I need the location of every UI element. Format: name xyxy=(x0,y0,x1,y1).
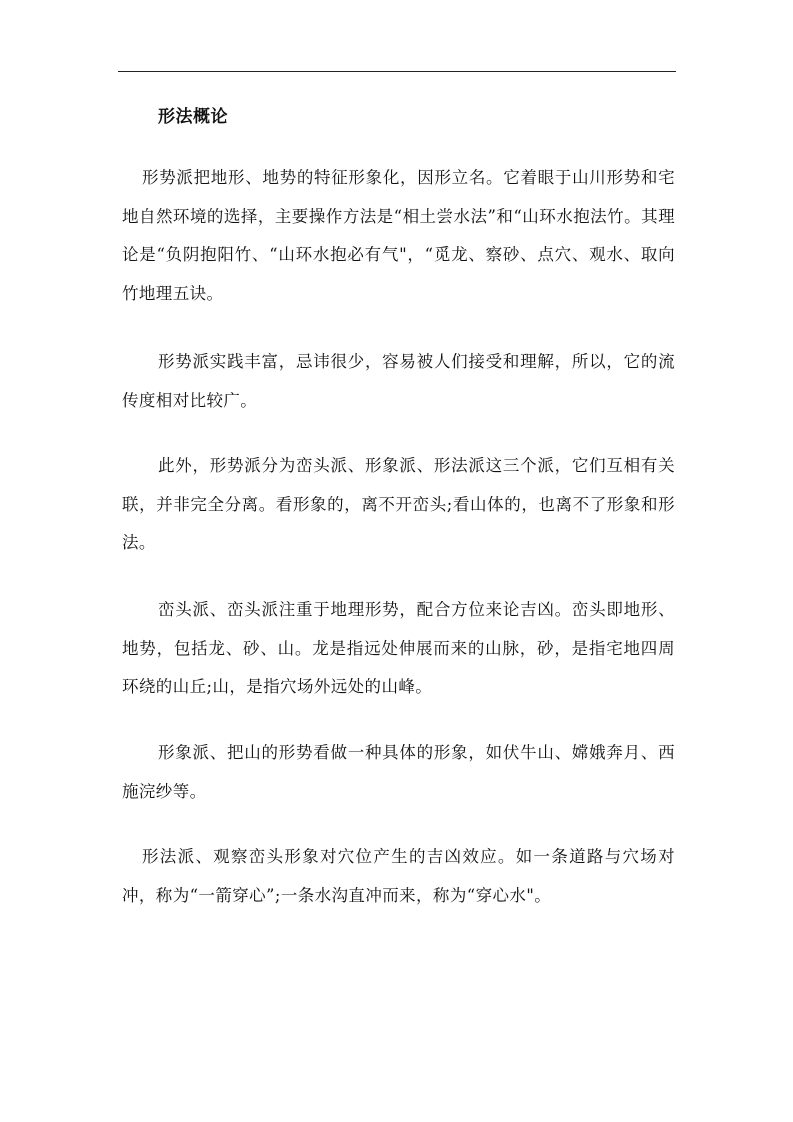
page-title: 形法概论 xyxy=(158,107,228,127)
paragraph-three-schools: 此外，形势派分为峦头派、形象派、形法派这三个派，它们互相有关联，并非完全分离。看形象的，离不开峦头;看山体的，也离不了形象和形法。 xyxy=(122,456,675,552)
paragraph-xingxiang-school: 形象派、把山的形势看做一种具体的形象，如伏牛山、嫦娥奔月、西施浣纱等。 xyxy=(122,743,675,801)
paragraph-intro: 形势派把地形、地势的特征形象化，因形立名。它着眼于山川形势和宅地自然环境的选择，主要操作方法是“相土尝水法”和“山环水抱法竹。其理论是“负阴抱阳竹、“山环水抱必有气"，“觅龙、察砂、点穴、观水、取向竹地理五诀。 xyxy=(122,168,675,303)
header-rule xyxy=(118,71,676,72)
paragraph-luantou-school: 峦头派、峦头派注重于地理形势，配合方位来论吉凶。峦头即地形、地势，包括龙、砂、山。龙是指远处伸展而来的山脉，砂，是指宅地四周环绕的山丘;山，是指穴场外远处的山峰。 xyxy=(122,600,675,696)
paragraph-popularity: 形势派实践丰富，忌讳很少，容易被人们接受和理解，所以，它的流传度相对比较广。 xyxy=(122,352,675,410)
paragraph-xingfa-school: 形法派、观察峦头形象对穴位产生的吉凶效应。如一条道路与穴场对冲，称为“一箭穿心”;一条水沟直冲而来，称为“穿心水"。 xyxy=(122,847,675,905)
